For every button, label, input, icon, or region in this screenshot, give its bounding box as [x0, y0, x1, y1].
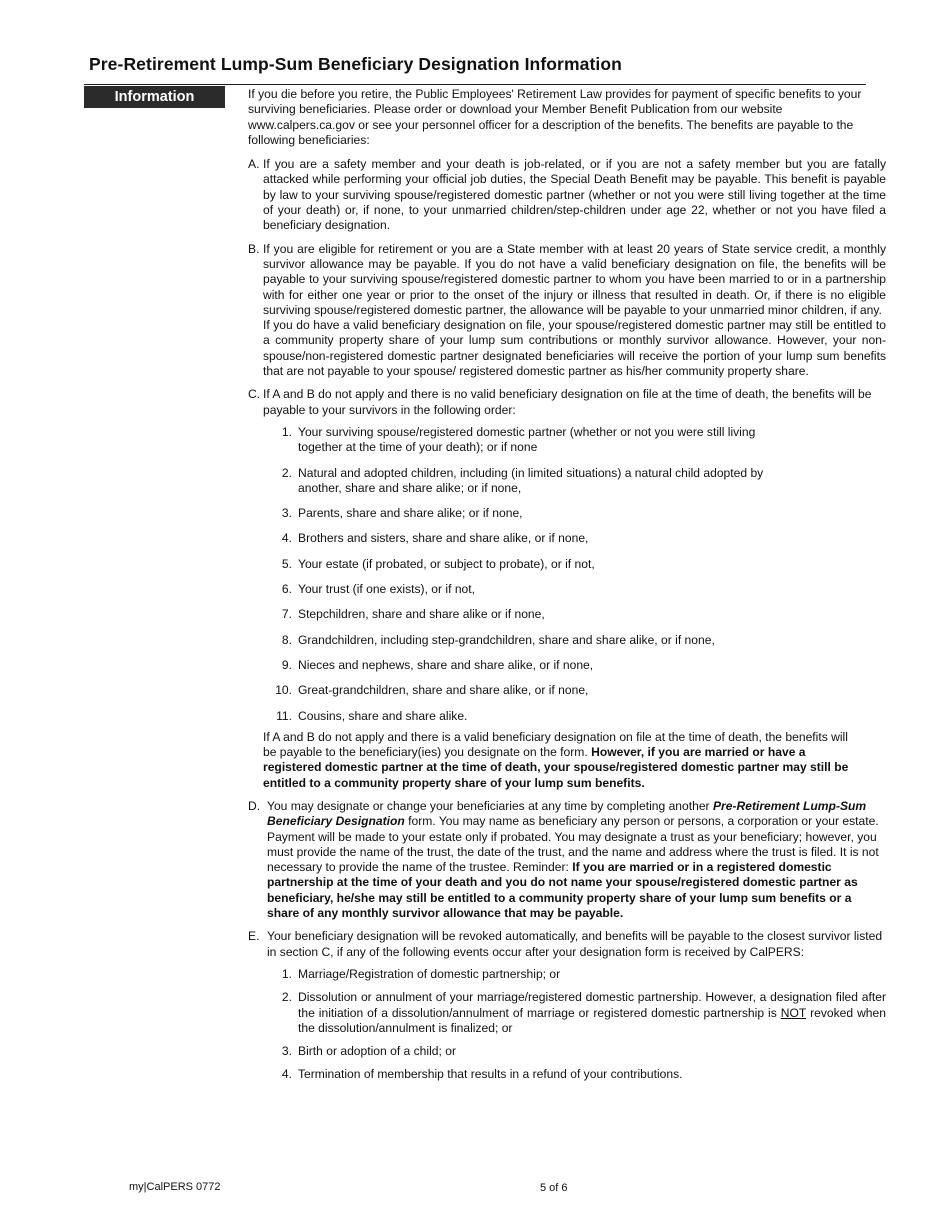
section-letter: A.: [248, 157, 260, 172]
list-item: 8. Grandchildren, including step-grandchildren, share and share alike, or if none,: [281, 632, 715, 647]
revocation-events-list: [248, 967, 886, 1083]
list-item: 2. Dissolution or annulment of your marriage/registered domestic partnership. However, a designation filed after the initiation of a dissolution/annulment of marriage or registered domestic partnership is NOT revoked when the dissolution/annulment is finalized; or: [281, 990, 886, 1035]
intro-paragraph: If you die before you retire, the Public Employees' Retirement Law provides for payment of specific benefits to your surviving beneficiaries. Please order or download your Member Benefit Publication from our website www.calpers.ca.gov or see your personnel officer for a description of the benefits. The benefits are payable to the following beneficiaries:: [248, 87, 862, 147]
list-item: 10. Great-grandchildren, share and share alike, or if none,: [275, 683, 589, 698]
survivor-order-list: [263, 425, 886, 724]
form-name: Pre-Retirement Lump-Sum Beneficiary Designation: [267, 798, 867, 829]
page-number: 5 of 6: [540, 1182, 568, 1194]
form-id: my|CalPERS 0772: [129, 1181, 221, 1193]
section-c: [248, 387, 886, 791]
list-item: 5. Your estate (if probated, or subject to probate), or if not,: [281, 556, 595, 571]
section-tag: Information: [84, 86, 225, 108]
section-c-note: If A and B do not apply and there is a valid beneficiary designation on file at the time of death, the benefits will be payable to the beneficiary(ies) you designate on the form. However, if you are married or have a registered domestic partner at the time of death, your spouse/registered domestic partner may still be entitled to a community property share of your lump sum benefits.: [263, 729, 849, 790]
document-body: [248, 87, 886, 1099]
reminder-bold: If you are married or in a registered domestic partnership at the time of your death and you do not name your spouse/registered domestic partner as beneficiary, he/she may still be entitled to a community property share of your lump sum benefits or a share of any monthly survivor allowance that may be payable.: [267, 860, 858, 921]
section-e: [248, 929, 886, 1090]
list-item: 11. Cousins, share and share alike.: [276, 708, 468, 723]
section-letter: C.: [248, 387, 261, 402]
list-item: 3. Parents, share and share alike; or if none,: [281, 506, 523, 521]
list-item: 6. Your trust (if one exists), or if not,: [281, 582, 476, 597]
section-b-text-1: If you are eligible for retirement or you are a State member with at least 20 years of State service credit, a monthly survivor allowance may be payable. If you do not have a valid beneficiary designation on file, the benefits will be payable to your surviving spouse/registered domestic partner to whom you have been married to or in a partnership with for either one year or prior to the onset of the injury or illness that resulted in death. Or, if there is no eligible surviving spouse/registered domestic partner, the allowance will be payable to your unmarried minor children, if any.: [263, 241, 886, 317]
list-item: 1. Your surviving spouse/registered domestic partner (whether or not you were still living together at the time of your death); or if none: [281, 424, 756, 455]
page-title: Pre-Retirement Lump-Sum Beneficiary Designation Information: [89, 54, 622, 74]
list-item: 7. Stepchildren, share and share alike or if none,: [281, 607, 545, 622]
section-a-text: If you are a safety member and your death is job-related, or if you are not a safety member but you are fatally attacked while performing your official job duties, the Special Death Benefit may be payable. This benefit is payable by law to your surviving spouse/registered domestic partner (whether or not you were still living together at the time of your death) or, if none, to your unmarried children/step-children under age 22, whether or not you have filed a beneficiary designation.: [263, 157, 886, 233]
list-item: 3. Birth or adoption of a child; or: [281, 1044, 456, 1059]
not-emphasis: NOT: [780, 1005, 807, 1020]
section-c-text: If A and B do not apply and there is no valid beneficiary designation on file at the time of death, the benefits will be payable to your survivors in the following order:: [263, 387, 872, 417]
section-letter: D.: [248, 798, 261, 813]
list-item: 9. Nieces and nephews, share and share alike, or if none,: [281, 657, 594, 672]
section-b-text-2: If you do have a valid beneficiary designation on file, your spouse/registered domestic partner may still be entitled to a community property share of your lump sum contributions or monthly survivor allowance. However, your non-spouse/non-registered domestic partner designated beneficiaries will receive the portion of your lump sum benefits that are not payable to your spouse/ registered domestic partner as his/her community property share.: [263, 318, 886, 379]
title-rule: [84, 84, 866, 85]
list-item: 1. Marriage/Registration of domestic partnership; or: [281, 966, 561, 981]
section-c-note-bold: However, if you are married or have a registered domestic partner at the time of death, your spouse/registered domestic partner may still be entitled to a community property share of your lump sum benefits.: [263, 745, 849, 790]
section-d-text: You may designate or change your beneficiaries at any time by completing another Pre-Retirement Lump-Sum Beneficiary Designation form. You may name as beneficiary any person or persons, a corporation or your estate. Payment will be made to your estate only if probated. You may designate a trust as your beneficiary; however, you must provide the name of the trust, the date of the trust, and the name and address where the trust is filed. It is not necessary to provide the name of the trustee. Reminder: If you are married or in a registered domestic partnership at the time of your death and you do not name your spouse/registered domestic partner as beneficiary, he/she may still be entitled to a community property share of your lump sum benefits or a share of any monthly survivor allowance that may be payable.: [267, 798, 879, 921]
list-item: 4. Brothers and sisters, share and share alike, or if none,: [281, 531, 589, 546]
list-item: 4. Termination of membership that results in a refund of your contributions.: [281, 1067, 683, 1082]
section-e-text: Your beneficiary designation will be revoked automatically, and benefits will be payable to the closest survivor listed in section C, if any of the following events occur after your designation form is received by CalPERS:: [267, 929, 883, 959]
section-letter: B.: [248, 241, 260, 256]
section-a: [248, 157, 886, 233]
list-item: 2. Natural and adopted children, including (in limited situations) a natural child adopted by another, share and share alike; or if none,: [281, 465, 764, 495]
section-letter: E.: [248, 929, 260, 944]
section-d: [248, 799, 886, 921]
section-b: [248, 242, 886, 380]
